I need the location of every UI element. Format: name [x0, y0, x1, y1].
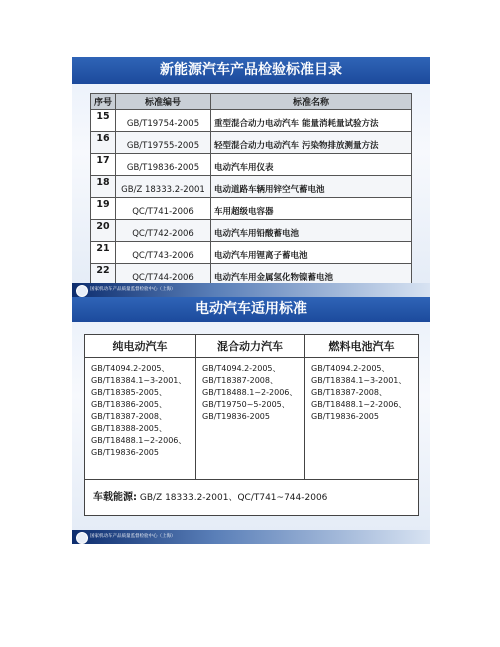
row-code: QC/T743-2006 — [116, 242, 211, 264]
list-item: GB/T18385-2005、 — [91, 388, 167, 397]
slide-title: 新能源汽车产品检验标准目录 — [72, 57, 430, 84]
standards-category-box — [84, 334, 419, 516]
table-row — [91, 154, 412, 176]
list-item: GB/T4094.2-2005、 — [311, 364, 390, 373]
standards-list — [196, 358, 304, 423]
category-column-bev — [85, 335, 196, 479]
category-column-hybrid — [196, 335, 305, 479]
category-heading: 混合动力汽车 — [196, 335, 304, 358]
row-name: 电动汽车用锂离子蓄电池 — [211, 242, 412, 264]
logo-icon — [76, 532, 88, 544]
row-name: 电动道路车辆用锌空气蓄电池 — [211, 176, 412, 198]
row-code: QC/T741-2006 — [116, 198, 211, 220]
list-item: GB/T19836-2005 — [91, 448, 159, 457]
row-num: 21 — [91, 242, 116, 264]
row-num: 18 — [91, 176, 116, 198]
row-name: 车用超级电容器 — [211, 198, 412, 220]
list-item: GB/T18387-2008、 — [91, 412, 167, 421]
row-num: 22 — [91, 264, 116, 286]
table-row — [91, 110, 412, 132]
standards-list — [305, 358, 418, 423]
slide-footer — [72, 283, 430, 297]
row-code: GB/Z 18333.2-2001 — [116, 176, 211, 198]
list-item: GB/T18387-2008、 — [202, 376, 278, 385]
table-row — [91, 242, 412, 264]
onboard-energy-row — [85, 479, 418, 515]
row-name: 电动汽车用铅酸蓄电池 — [211, 220, 412, 242]
table-row — [91, 132, 412, 154]
row-num: 19 — [91, 198, 116, 220]
onboard-energy-label: 车载能源: — [93, 492, 137, 503]
row-num: 20 — [91, 220, 116, 242]
header-code: 标准编号 — [116, 94, 211, 110]
list-item: GB/T4094.2-2005、 — [202, 364, 281, 373]
onboard-energy-value: GB/Z 18333.2-2001、QC/T741~744-2006 — [139, 493, 328, 503]
slide-footer — [72, 530, 430, 544]
table-header-row — [91, 94, 412, 110]
table-row — [91, 176, 412, 198]
footer-text: 国家机动车产品质量监督检验中心（上海） — [90, 534, 176, 539]
list-item: GB/T18384.1~3-2001、 — [91, 376, 187, 385]
list-item: GB/T19836-2005 — [311, 412, 379, 421]
row-num: 15 — [91, 110, 116, 132]
list-item: GB/T4094.2-2005、 — [91, 364, 170, 373]
row-num: 16 — [91, 132, 116, 154]
table-row — [91, 220, 412, 242]
category-heading: 燃料电池汽车 — [305, 335, 418, 358]
row-code: QC/T742-2006 — [116, 220, 211, 242]
category-heading: 纯电动汽车 — [85, 335, 195, 358]
row-num: 17 — [91, 154, 116, 176]
slide-ev-standards — [72, 297, 430, 544]
list-item: GB/T18387-2008、 — [311, 388, 387, 397]
category-column-fuel-cell — [305, 335, 418, 479]
row-name: 电动汽车用金属氢化物镍蓄电池 — [211, 264, 412, 286]
list-item: GB/T18488.1~2-2006、 — [311, 400, 407, 409]
slide-standards-catalog — [72, 57, 430, 297]
standards-table — [90, 93, 412, 286]
row-name: 重型混合动力电动汽车 能量消耗量试验方法 — [211, 110, 412, 132]
list-item: GB/T19836-2005 — [202, 412, 270, 421]
list-item: GB/T18386-2005、 — [91, 400, 167, 409]
list-item: GB/T19750~5-2005、 — [202, 400, 290, 409]
list-item: GB/T18488.1~2-2006、 — [202, 388, 298, 397]
list-item: GB/T18384.1~3-2001、 — [311, 376, 407, 385]
row-name: 电动汽车用仪表 — [211, 154, 412, 176]
table-row — [91, 198, 412, 220]
standards-list — [85, 358, 195, 459]
row-code: GB/T19755-2005 — [116, 132, 211, 154]
logo-icon — [76, 285, 88, 297]
row-code: GB/T19754-2005 — [116, 110, 211, 132]
header-num: 序号 — [91, 94, 116, 110]
row-code: QC/T744-2006 — [116, 264, 211, 286]
list-item: GB/T18388-2005、 — [91, 424, 167, 433]
slide-title: 电动汽车适用标准 — [72, 297, 430, 322]
footer-text: 国家机动车产品质量监督检验中心（上海） — [90, 287, 176, 292]
header-name: 标准名称 — [211, 94, 412, 110]
list-item: GB/T18488.1~2-2006、 — [91, 436, 187, 445]
row-code: GB/T19836-2005 — [116, 154, 211, 176]
row-name: 轻型混合动力电动汽车 污染物排放测量方法 — [211, 132, 412, 154]
